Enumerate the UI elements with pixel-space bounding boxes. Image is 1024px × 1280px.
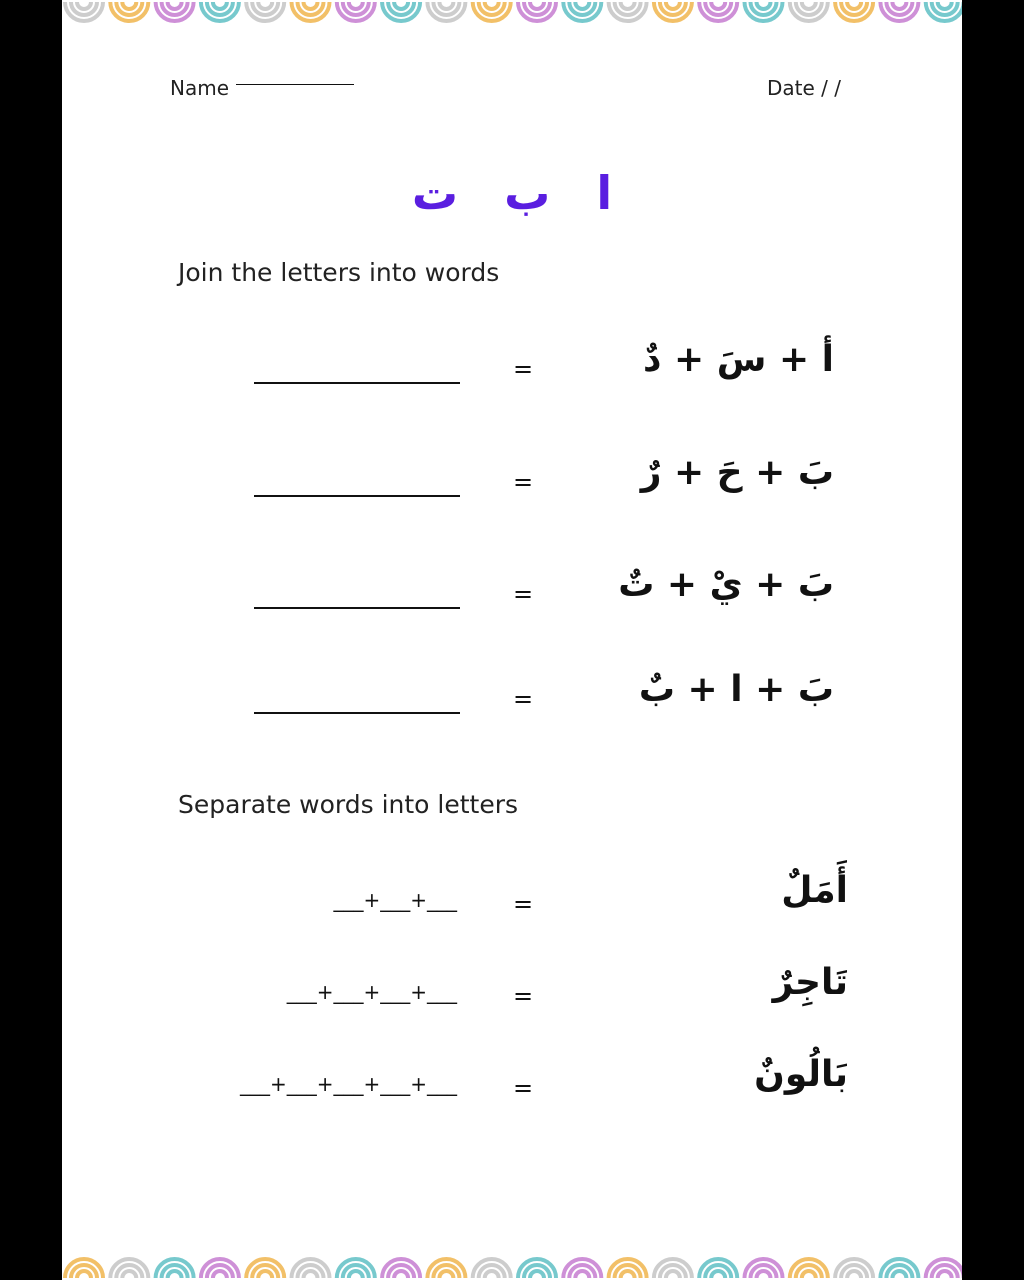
word-to-separate: بَالُونٌ (754, 1054, 848, 1095)
rainbow-arc (485, 1271, 499, 1278)
rainbow-arc (77, 2, 91, 9)
letters-to-join: بَ + يْ + تٌ (618, 564, 834, 605)
rainbow-arc (575, 2, 589, 9)
rainbow-arc (938, 1271, 952, 1278)
rainbow-arc (77, 1271, 91, 1278)
rainbow-arc (892, 2, 906, 9)
rainbow-arc (711, 1271, 725, 1278)
rainbow-arc (757, 1271, 771, 1278)
rainbow-arc (666, 2, 680, 9)
rainbow-arc (213, 2, 227, 9)
page-title: ا ب ت (411, 166, 613, 220)
rainbow-arc (304, 1271, 318, 1278)
rainbow-arc (349, 2, 363, 9)
rainbow-border-bottom (62, 1240, 962, 1280)
rainbow-arc (122, 2, 136, 9)
word-to-separate: أَمَلٌ (781, 870, 848, 911)
letter-blanks[interactable]: ___+___+___+___+___ (239, 1072, 457, 1096)
rainbow-arc (802, 2, 816, 9)
answer-line[interactable] (254, 495, 460, 497)
equals-sign: = (513, 890, 534, 918)
rainbow-arc (213, 1271, 227, 1278)
letters-to-join: بَ + ا + بٌ (638, 669, 834, 710)
equals-sign: = (513, 580, 534, 608)
rainbow-arc (847, 2, 861, 9)
rainbow-arc (122, 1271, 136, 1278)
letter-blanks[interactable]: ___+___+___+___ (286, 980, 457, 1004)
rainbow-arc (892, 1271, 906, 1278)
name-line (236, 84, 354, 85)
rainbow-arc (938, 2, 952, 9)
rainbow-arc (349, 1271, 363, 1278)
equals-sign: = (513, 468, 534, 496)
rainbow-arc (258, 2, 272, 9)
rainbow-arc (666, 1271, 680, 1278)
answer-line[interactable] (254, 382, 460, 384)
rainbow-arc (168, 1271, 182, 1278)
rainbow-border-top (62, 0, 962, 40)
rainbow-arc (258, 1271, 272, 1278)
rainbow-arc (485, 2, 499, 9)
rainbow-arc (530, 2, 544, 9)
name-label: Name (170, 76, 230, 100)
rainbow-arc (439, 2, 453, 9)
rainbow-arc (802, 1271, 816, 1278)
rainbow-arc (621, 2, 635, 9)
rainbow-arc (711, 2, 725, 9)
name-field (170, 76, 229, 100)
equals-sign: = (513, 355, 534, 383)
letters-to-join: بَ + حَ + رٌ (640, 452, 834, 493)
rainbow-arc (530, 1271, 544, 1278)
equals-sign: = (513, 1074, 534, 1102)
worksheet-page (62, 0, 962, 1280)
rainbow-arc (439, 1271, 453, 1278)
section-heading-separate: Separate words into letters (178, 790, 519, 819)
rainbow-arc (394, 2, 408, 9)
rainbow-arc (575, 1271, 589, 1278)
rainbow-arc (847, 1271, 861, 1278)
rainbow-arc (168, 2, 182, 9)
equals-sign: = (513, 685, 534, 713)
rainbow-arc (621, 1271, 635, 1278)
letters-to-join: أ + سَ + دٌ (643, 339, 834, 380)
word-to-separate: تَاجِرٌ (772, 962, 848, 1003)
date-label: Date / / (767, 76, 841, 100)
equals-sign: = (513, 982, 534, 1010)
answer-line[interactable] (254, 712, 460, 714)
section-heading-join: Join the letters into words (178, 258, 500, 287)
letter-blanks[interactable]: ___+___+___ (333, 888, 457, 912)
rainbow-arc (304, 2, 318, 9)
rainbow-arc (757, 2, 771, 9)
answer-line[interactable] (254, 607, 460, 609)
rainbow-arc (394, 1271, 408, 1278)
